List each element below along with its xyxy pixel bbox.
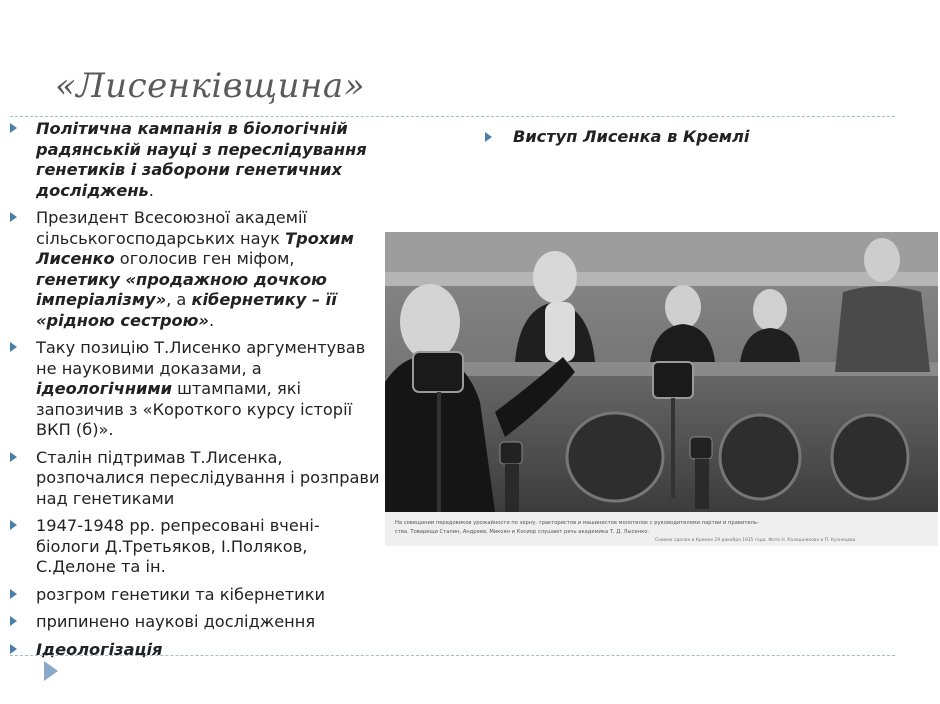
bullet-text-segment: Ідеологізація bbox=[36, 639, 163, 659]
bullet-arrow-icon bbox=[10, 644, 17, 654]
bullet-text-segment: штампами, які запозичив з «Короткого курсу історії ВКП (б)». bbox=[36, 379, 353, 439]
bullet-text-segment: кібернетику – її «рідною сестрою» bbox=[36, 290, 337, 330]
bullet-text-segment: Політична кампанія в біологічній радянській науці з переслідування генетиків і заборони генетичних досліджень bbox=[36, 119, 367, 200]
bullet-item bbox=[10, 208, 382, 331]
bullet-arrow-icon bbox=[485, 132, 492, 142]
bullet-text-segment: припинено наукові дослідження bbox=[36, 612, 316, 631]
bottom-divider bbox=[10, 655, 895, 656]
bullet-text-segment: . bbox=[208, 310, 215, 330]
bullet-arrow-icon bbox=[10, 520, 17, 530]
bullet-text-segment: оголосив ген міфом, bbox=[114, 249, 295, 268]
photo-caption-line-1: На совещании передовиков урожайности по зерну, трактористов и машинистов молотилок с руководителями партии и правитель- bbox=[395, 520, 759, 526]
bullet-item bbox=[10, 585, 382, 606]
bullet-arrow-icon bbox=[10, 452, 17, 462]
bullet-text-segment: генетику «продажною дочкою імперіалізму» bbox=[36, 269, 327, 309]
bullet-item bbox=[10, 119, 382, 201]
bullet-text-segment: , а bbox=[166, 290, 192, 309]
bullet-text-segment: розгром генетики та кібернетики bbox=[36, 584, 326, 604]
bullet-text-segment: Трохим Лисенко bbox=[36, 228, 354, 268]
bullet-text-segment: Таку позицію Т.Лисенко аргументував не науковими доказами, а bbox=[36, 338, 366, 378]
bullet-arrow-icon bbox=[10, 342, 17, 352]
next-slide-arrow-icon[interactable] bbox=[44, 661, 58, 681]
bullet-item bbox=[10, 448, 382, 510]
historical-photo bbox=[385, 232, 938, 546]
bullet-arrow-icon bbox=[10, 123, 17, 133]
photo-credit: Снимок сделан в Кремле 29 декабря 1935 года. Фото Н. Калашникова и П. Кузнецова bbox=[655, 538, 856, 543]
bullet-text-segment: Президент Всесоюзної академії сільськогосподарських наук bbox=[36, 208, 307, 248]
photo-caption bbox=[485, 127, 749, 146]
photo-caption-text: Виступ Лисенка в Кремлі bbox=[513, 127, 750, 146]
bullet-text-segment: . bbox=[148, 180, 154, 200]
bullet-item bbox=[10, 338, 382, 441]
bullet-text-segment: ідеологічними bbox=[36, 379, 172, 398]
photo-image bbox=[385, 232, 938, 546]
photo-caption-line-2: ства. Товарищи Сталин, Андреев, Микоян и Косиор слушают речь академика Т. Д. Лысенко. bbox=[395, 529, 650, 535]
bullet-item bbox=[10, 612, 382, 633]
bullet-arrow-icon bbox=[10, 616, 17, 626]
bullet-text-segment: Сталін підтримав Т.Лисенка, розпочалися переслідування і розправи над генетиками bbox=[36, 447, 380, 508]
slide-title: «Лисенківщина» bbox=[55, 66, 365, 106]
title-divider bbox=[10, 116, 895, 117]
bullet-list bbox=[10, 119, 382, 667]
bullet-arrow-icon bbox=[10, 589, 17, 599]
bullet-text-segment: 1947-1948 рр. репресовані вчені-біологи Д.Третьяков, І.Поляков, С.Делоне та ін. bbox=[36, 516, 320, 576]
bullet-item bbox=[10, 516, 382, 578]
bullet-item bbox=[10, 640, 382, 661]
bullet-arrow-icon bbox=[10, 212, 17, 222]
